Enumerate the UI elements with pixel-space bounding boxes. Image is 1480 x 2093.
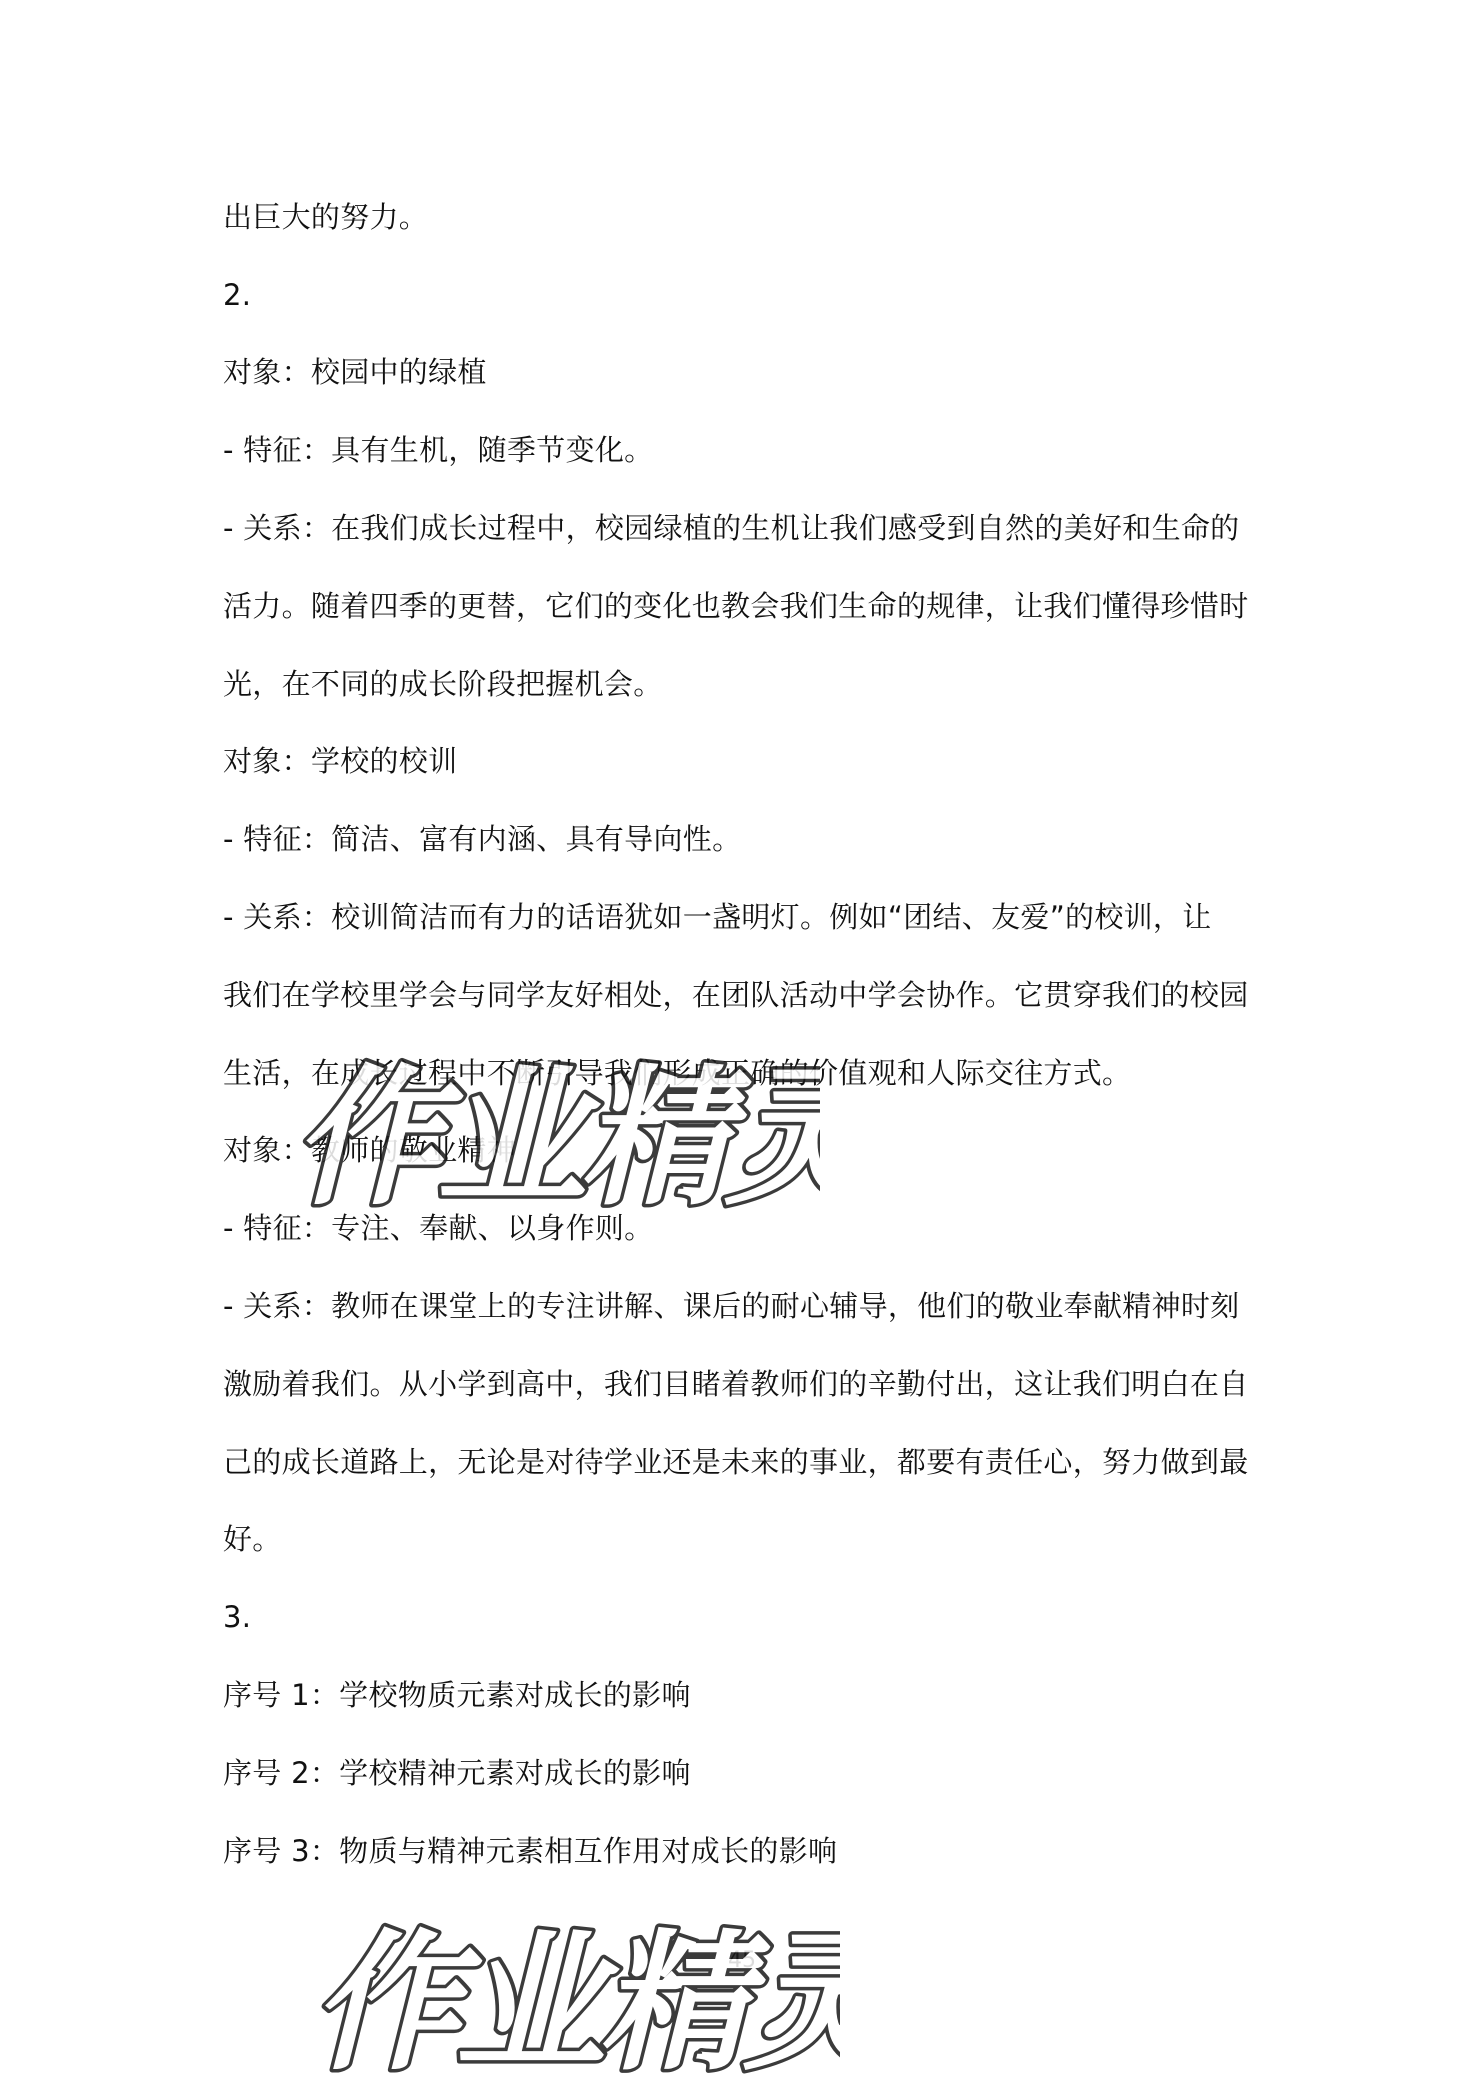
feature-line: - 特征：简洁、富有内涵、具有导向性。 <box>223 822 742 856</box>
text-line: 我们在学校里学会与同学友好相处，在团队活动中学会协作。它贯穿我们的校园 <box>223 978 1249 1012</box>
feature-line: - 特征：专注、奉献、以身作则。 <box>223 1211 654 1245</box>
section-number: 2. <box>223 278 252 312</box>
svg-text:作业精灵: 作业精灵 <box>283 1051 820 1220</box>
feature-line: - 特征：具有生机，随季节变化。 <box>223 433 654 467</box>
relation-line: - 关系：校训简洁而有力的话语犹如一盏明灯。例如“团结、友爱”的校训，让 <box>223 900 1212 934</box>
relation-line: - 关系：在我们成长过程中，校园绿植的生机让我们感受到自然的美好和生命的 <box>223 511 1240 545</box>
watermark-logo <box>300 1900 840 2085</box>
text-line: 出巨大的努力。 <box>223 200 429 234</box>
object-heading: 对象：学校的校训 <box>223 744 458 778</box>
text-line: 光，在不同的成长阶段把握机会。 <box>223 667 663 701</box>
object-heading: 对象：校园中的绿植 <box>223 355 487 389</box>
text-line: 生活，在成长过程中不断引导我们形成正确的价值观和人际交往方式。 <box>223 1056 1132 1090</box>
text-line: 好。 <box>223 1522 282 1556</box>
list-item: 序号 3：物质与精神元素相互作用对成长的影响 <box>223 1834 838 1868</box>
page-number: 45 <box>728 1948 756 1973</box>
watermark-graphic <box>300 1900 840 2085</box>
svg-text:作业精灵: 作业精灵 <box>302 1916 840 2085</box>
list-item: 序号 1：学校物质元素对成长的影响 <box>223 1678 691 1712</box>
section-number: 3. <box>223 1600 252 1634</box>
list-item: 序号 2：学校精神元素对成长的影响 <box>223 1756 691 1790</box>
text-line: 激励着我们。从小学到高中，我们目睹着教师们的辛勤付出，这让我们明白在自 <box>223 1367 1249 1401</box>
object-heading: 对象：教师的敬业精神 <box>223 1133 517 1167</box>
text-line: 活力。随着四季的更替，它们的变化也教会我们生命的规律，让我们懂得珍惜时 <box>223 589 1249 623</box>
text-line: 己的成长道路上，无论是对待学业还是未来的事业，都要有责任心，努力做到最 <box>223 1445 1249 1479</box>
svg-text:作业精灵: 作业精灵 <box>302 1916 840 2085</box>
relation-line: - 关系：教师在课堂上的专注讲解、课后的耐心辅导，他们的敬业奉献精神时刻 <box>223 1289 1240 1323</box>
svg-text:作业精灵: 作业精灵 <box>283 1051 820 1220</box>
